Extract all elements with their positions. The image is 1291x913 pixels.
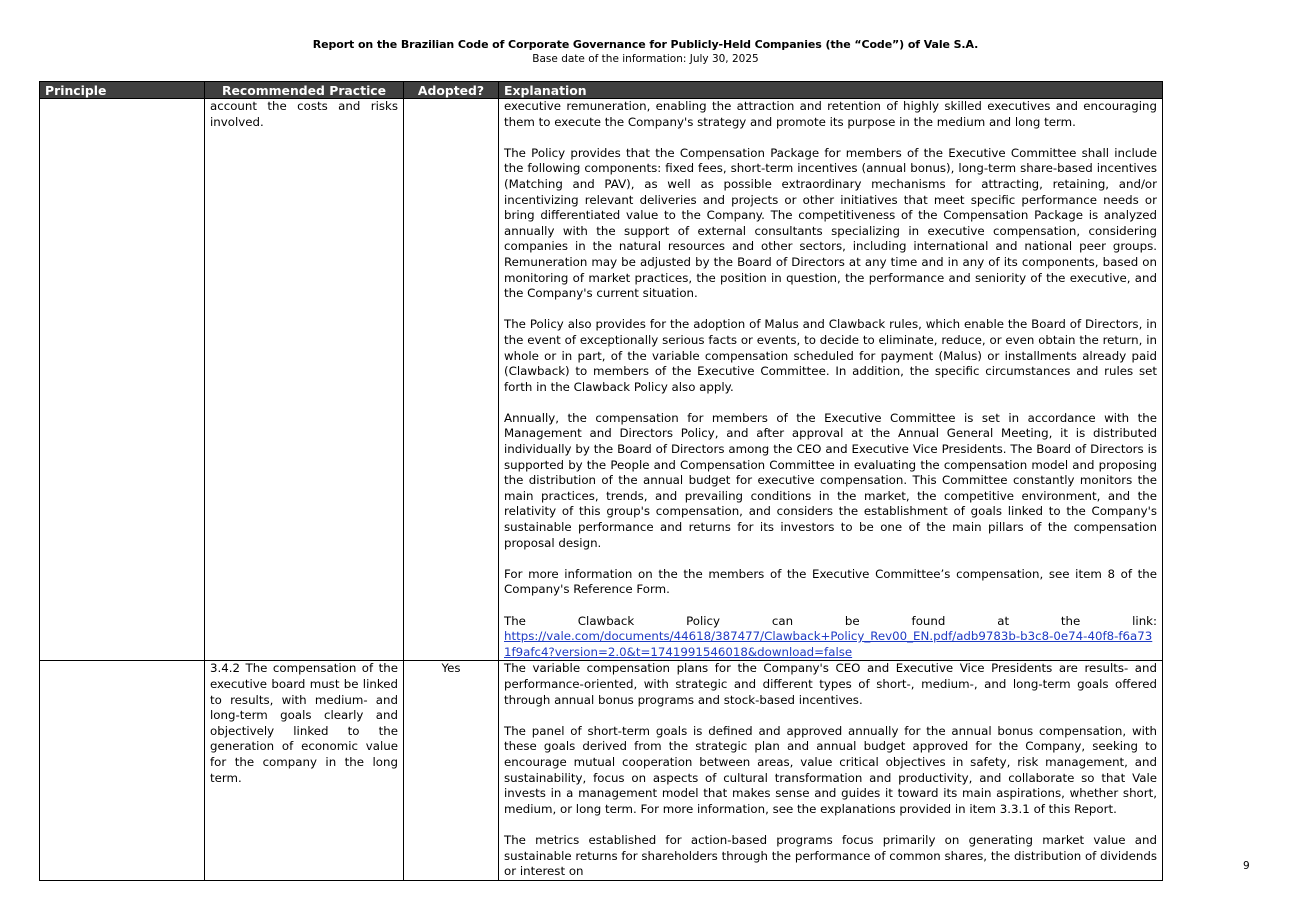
page-number: 9 xyxy=(1243,860,1250,872)
base-date: Base date of the information: July 30, 2025 xyxy=(532,53,759,65)
practice-cell xyxy=(205,661,404,880)
clawback-policy-link[interactable]: https://vale.com/documents/44618/387477/Clawback+Policy_Rev00_EN.pdf/adb9783b-b3c8-0e74-40f8-f6a731f9afc4?version=2.0&t=1741991546018&download=false xyxy=(504,629,1153,659)
report-title: Report on the Brazilian Code of Corporate Governance for Publicly-Held Companies (the “Code”) of Vale S.A. xyxy=(312,38,979,51)
clawback-link-intro: The Clawback Policy can be found at the link: xyxy=(504,613,1157,628)
adopted-cell xyxy=(404,99,499,661)
explanation-paragraph: The Policy provides that the Compensation Package for members of the Executive Committee shall include the following components: fixed fees, short-term incentives (annual bonus), long-term share-based incentives (Matching and PAV), as well as possible extraordinary mechanisms for attracting, retaining, and/or incentivizing relevant deliveries and projects or other initiatives that meet specific performance needs or bring differentiated value to the Company. The competitiveness of the Compensation Package is analyzed annually with the support of external consultants specializing in executive compensation, considering companies in the natural resources and other sectors, including international and national peer groups. Remuneration may be adjusted by the Board of Directors at any time and in any of its components, based on monitoring of market practices, the position in question, the performance and seniority of the executive, and the Company's current situation. xyxy=(504,145,1157,301)
explanation-paragraph: executive remuneration, enabling the attraction and retention of highly skilled executives and encouraging them to execute the Company's strategy and promote its purpose in the medium and long term. xyxy=(504,99,1157,129)
explanation-paragraph: The panel of short-term goals is defined and approved annually for the annual bonus compensation, with these goals derived from the strategic plan and annual budget approved for the Company, seeking to encourage mutual cooperation between areas, value critical objectives in safety, risk management, and sustainability, focus on aspects of cultural transformation and productivity, and collaborate so that Vale invests in a management model that makes sense and guides it toward its main aspirations, whether short, medium, or long term. For more information, see the explanations provided in item 3.3.1 of this Report. xyxy=(504,723,1157,816)
explanation-paragraph: The Policy also provides for the adoption of Malus and Clawback rules, which enable the Board of Directors, in the event of exceptionally serious facts or events, to decide to eliminate, reduce, or even obtain the return, in whole or in part, of the variable compensation scheduled for payment (Malus) or installments already paid (Clawback) to members of the Executive Committee. In addition, the specific circumstances and rules set forth in the Clawback Policy also apply. xyxy=(504,317,1157,394)
practice-cell xyxy=(205,99,404,661)
practice-text: account the costs and risks involved. xyxy=(210,99,398,129)
explanation-paragraph: Annually, the compensation for members of the Executive Committee is set in accordance with the Management and Directors Policy, and after approval at the Annual General Meeting, it is distributed individually by the Board of Directors among the CEO and Executive Vice Presidents. The Board of Directors is supported by the People and Compensation Committee in evaluating the compensation model and proposing the distribution of the annual budget for executive compensation. This Committee constantly monitors the main practices, trends, and prevailing conditions in the market, the competitive environment, and the relativity of this group's compensation, and considers the establishment of goals linked to the Company's sustainable performance and returns for its investors to be one of the main pillars of the compensation proposal design. xyxy=(504,410,1157,550)
table-row xyxy=(40,99,1163,661)
col-header-principle: Principle xyxy=(40,82,205,99)
principle-cell xyxy=(40,99,205,661)
governance-table xyxy=(39,81,1163,881)
table-header-row xyxy=(40,82,1163,99)
explanation-paragraph: For more information on the the members of the Executive Committee’s compensation, see item 8 of the Company's Reference Form. xyxy=(504,566,1157,597)
explanation-paragraph: The variable compensation plans for the Company's CEO and Executive Vice Presidents are results- and performance-oriented, with strategic and different types of short-, medium-, and long-term goals offered through annual bonus programs and stock-based incentives. xyxy=(504,661,1157,707)
adopted-cell: Yes xyxy=(404,661,499,880)
table-row xyxy=(40,661,1163,880)
practice-text: 3.4.2 The compensation of the executive board must be linked to results, with medium- and long-term goals clearly and objectively linked to the generation of economic value for the company in the long term. xyxy=(210,661,398,785)
explanation-cell xyxy=(499,661,1163,880)
explanation-cell xyxy=(499,99,1163,661)
col-header-recommended-practice: Recommended Practice xyxy=(205,82,404,99)
explanation-paragraph: The metrics established for action-based programs focus primarily on generating market value and sustainable returns for shareholders through the performance of common shares, the distribution of dividends or interest on xyxy=(504,832,1157,879)
col-header-adopted: Adopted? xyxy=(404,82,499,99)
col-header-explanation: Explanation xyxy=(499,82,1163,99)
principle-cell xyxy=(40,661,205,880)
